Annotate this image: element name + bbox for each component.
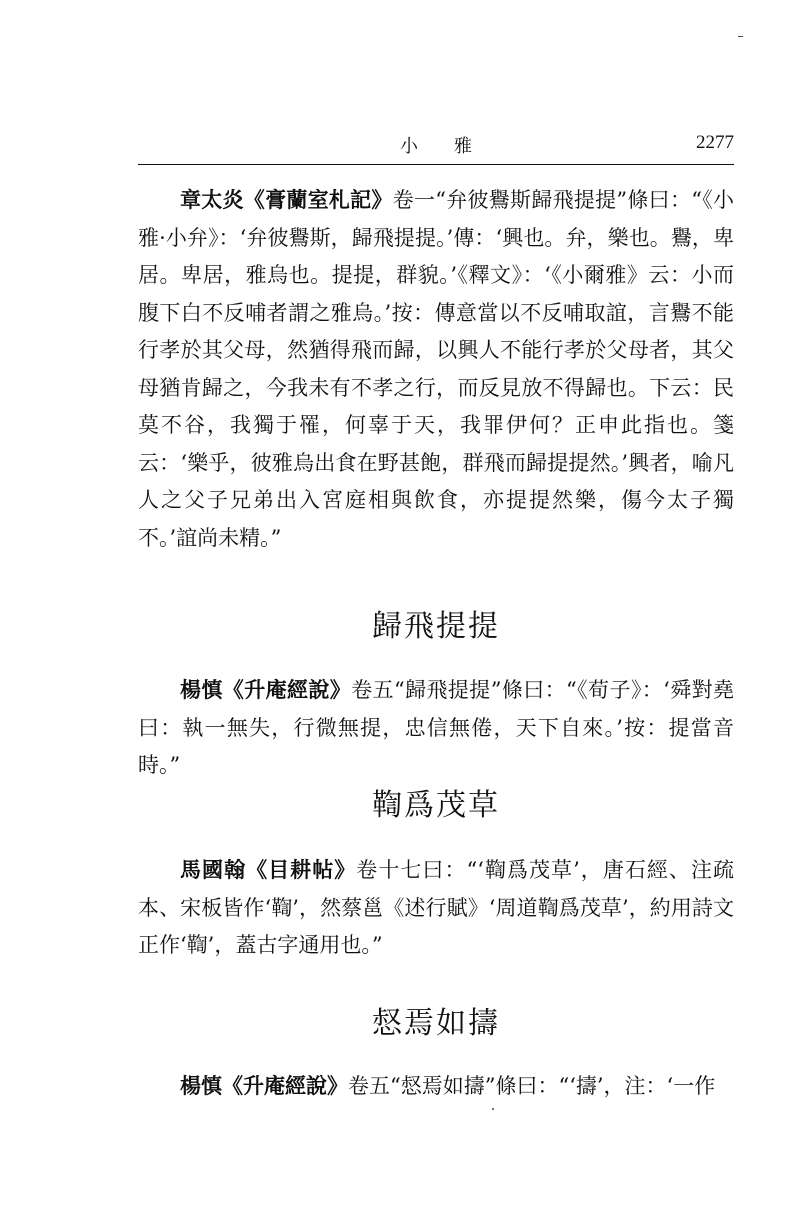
entry-text-2: 卷五“歸飛提提”條曰：“《荀子》：‘舜對堯曰：執一無失，行微無提，忠信無倦，天下自來。’按：提當音時。” [138,678,735,777]
entry-paragraph-3 [138,852,734,965]
entry-author-1: 章太炎《膏蘭室札記》 [180,188,393,212]
entry-text-4: 卷五“惄焉如擣”條曰：“‘擣’，注：‘一作 [348,1074,716,1098]
entry-author-4: 楊慎《升庵經說》 [180,1074,348,1098]
section-title-4: 惄焉如擣 [372,1006,500,1041]
section-title-3: 鞫爲茂草 [372,788,500,823]
corner-mark [738,36,743,37]
entry-paragraph-1 [138,182,734,557]
entry-paragraph-4 [138,1068,734,1106]
section-title-2: 歸飛提提 [372,609,500,644]
entry-paragraph-2 [138,672,734,785]
header-rule [138,164,734,165]
running-header [138,128,734,164]
running-title: 小雅 [400,136,508,157]
print-speck [492,1108,494,1110]
entry-text-1: 卷一“弁彼鸒斯歸飛提提”條曰：“《小雅·小弁》：‘弁彼鸒斯，歸飛提提。’傳：‘興也。弁，樂也。鸒，卑居。卑居，雅烏也。提提，群貌。’《釋文》：‘《小爾雅》云：小而腹下白不反哺者謂之雅烏。’按：傳意當以不反哺取誼，言鸒不能行孝於其父母，然猶得飛而歸，以興人不能行孝於父母者，其父母猶肯歸之，今我未有不孝之行，而反見放不得歸也。下云：民莫不谷，我獨于罹，何辜于天，我罪伊何？正申此指也。箋云：‘樂乎，彼雅烏出食在野甚飽，群飛而歸提提然。’興者，喻凡人之父子兄弟出入宮庭相與飲食，亦提提然樂，傷今太子獨不。’誼尚未精。” [138,188,734,550]
page-number: 2277 [696,132,734,153]
entry-text-3: 卷十七曰：“‘鞫爲茂草’，唐石經、注疏本、宋板皆作‘鞫’，然蔡邕《述行賦》‘周道鞫爲茂草’，約用詩文正作‘鞫’，蓋古字通用也。” [138,858,734,957]
entry-author-2: 楊慎《升庵經說》 [180,678,352,702]
entry-author-3: 馬國翰《目耕帖》 [180,858,357,882]
